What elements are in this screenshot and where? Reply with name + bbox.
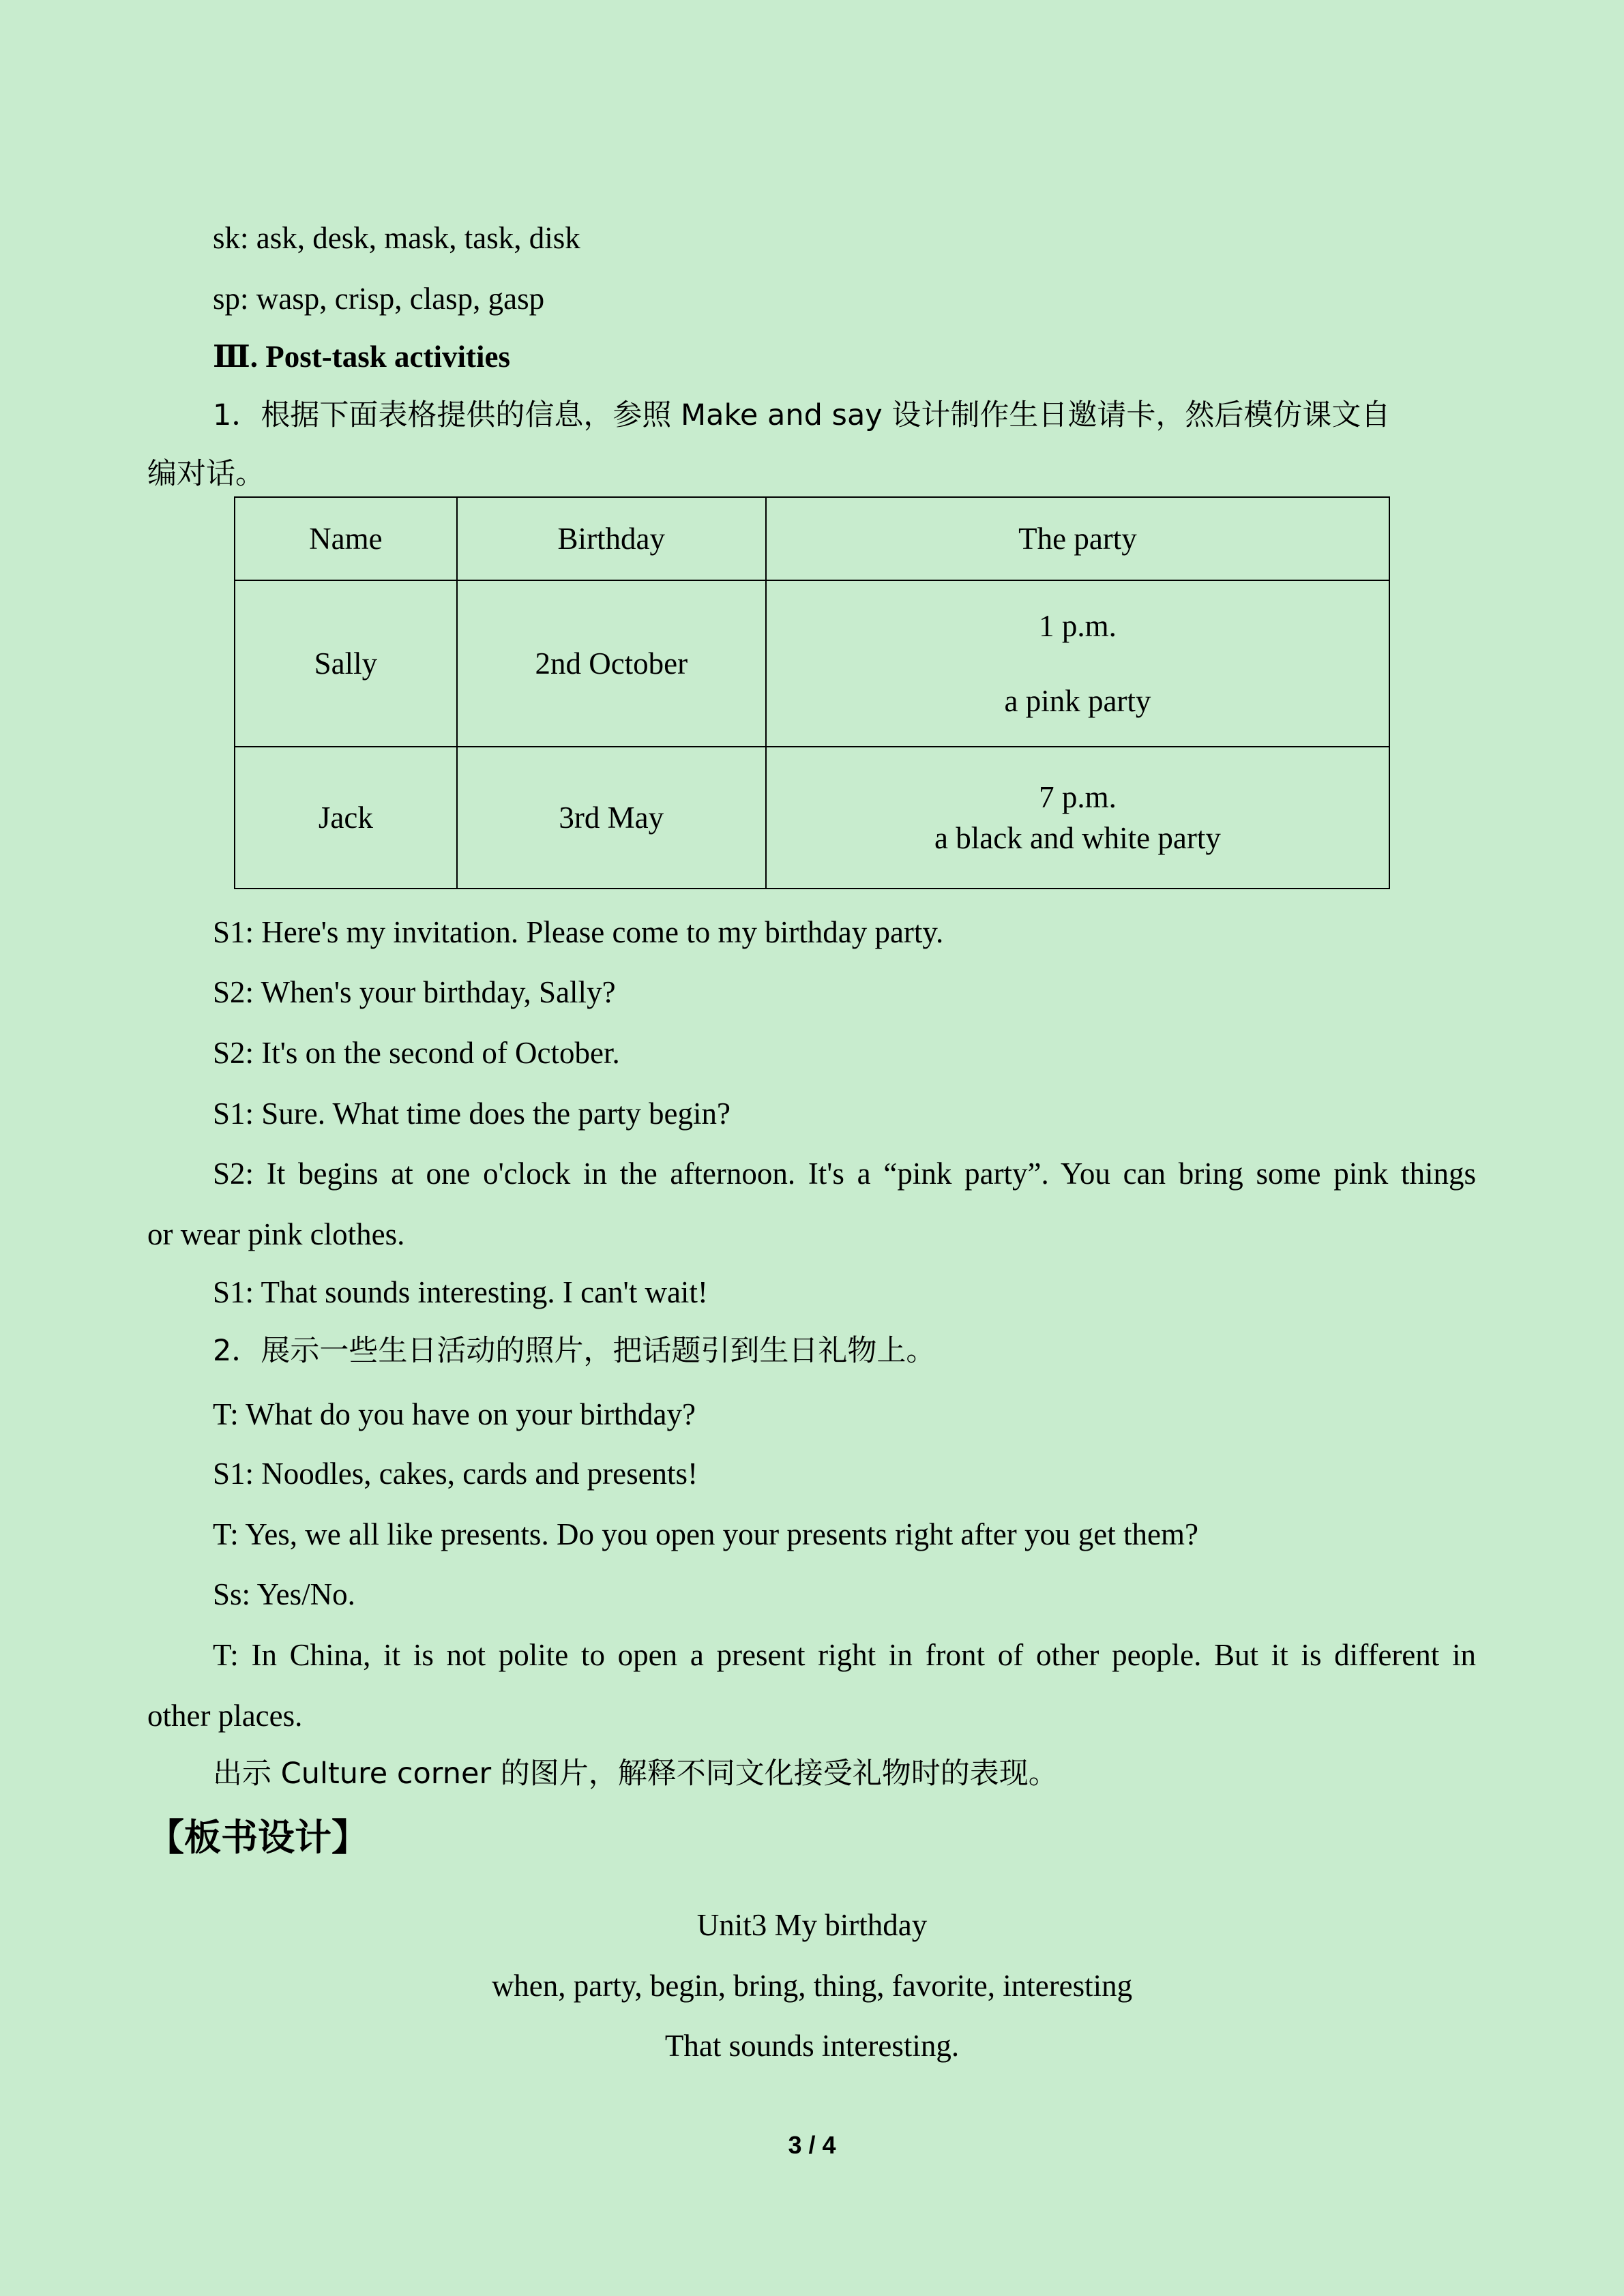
table-cell-birthday: 2nd October — [457, 580, 766, 747]
board-sentence: That sounds interesting. — [664, 2029, 960, 2063]
culture-corner-note: 出示 Culture corner 的图片，解释不同文化接受礼物时的表现。 — [213, 1757, 1058, 1791]
party-time: 7 p.m. — [1039, 780, 1117, 814]
table-row — [235, 747, 1389, 889]
dialogue-line: other places. — [147, 1699, 303, 1733]
dialogue-line: Ss: Yes/No. — [213, 1577, 355, 1611]
dialogue-line: S2: It begins at one o'clock in the afternoon. It's a “pink party”. You can bring some pink things — [213, 1157, 1476, 1191]
task1-instruction-line1: 1．根据下面表格提供的信息，参照 Make and say 设计制作生日邀请卡，然后模仿课文自 — [213, 398, 1391, 432]
birthday-info-table — [234, 496, 1390, 889]
table-header-birthday: Birthday — [457, 497, 766, 580]
dialogue-line: T: In China, it is not polite to open a present right in front of other people. But it is different in — [213, 1638, 1476, 1672]
board-design-heading: 【板书设计】 — [147, 1816, 368, 1859]
table-cell-party — [766, 580, 1389, 747]
dialogue-line: S1: Here's my invitation. Please come to my birthday party. — [213, 915, 944, 949]
phonics-sk-line: sk: ask, desk, mask, task, disk — [213, 221, 580, 255]
dialogue-line: S2: When's your birthday, Sally? — [213, 975, 616, 1009]
table-cell-birthday: 3rd May — [457, 747, 766, 889]
table-cell-name: Sally — [235, 580, 457, 747]
dialogue-line: S1: Sure. What time does the party begin? — [213, 1097, 731, 1131]
dialogue-line: S1: Noodles, cakes, cards and presents! — [213, 1457, 698, 1491]
party-type: a pink party — [1004, 684, 1151, 718]
dialogue-line: S2: It's on the second of October. — [213, 1036, 620, 1070]
dialogue-line: T: Yes, we all like presents. Do you open your presents right after you get them? — [213, 1517, 1198, 1551]
task2-instruction: 2．展示一些生日活动的照片，把话题引到生日礼物上。 — [213, 1334, 936, 1368]
dialogue-line: S1: That sounds interesting. I can't wait! — [213, 1275, 708, 1309]
table-row — [235, 580, 1389, 747]
dialogue-line: or wear pink clothes. — [147, 1217, 405, 1251]
board-vocabulary: when, party, begin, bring, thing, favorite, interesting — [491, 1969, 1133, 2003]
phonics-sp-line: sp: wasp, crisp, clasp, gasp — [213, 282, 545, 316]
table-header-party: The party — [766, 497, 1389, 580]
table-header-name: Name — [235, 497, 457, 580]
board-title: Unit3 My birthday — [696, 1908, 928, 1942]
section-heading-post-task: Ⅲ. Post-task activities — [213, 340, 510, 374]
dialogue-line: T: What do you have on your birthday? — [213, 1397, 696, 1431]
table-header-row — [235, 497, 1389, 580]
party-time: 1 p.m. — [1039, 609, 1117, 643]
task1-instruction-line2: 编对话。 — [147, 457, 265, 491]
table-cell-party — [766, 747, 1389, 889]
party-type: a black and white party — [934, 821, 1221, 855]
page-number: 3 / 4 — [788, 2131, 836, 2159]
table-cell-name: Jack — [235, 747, 457, 889]
